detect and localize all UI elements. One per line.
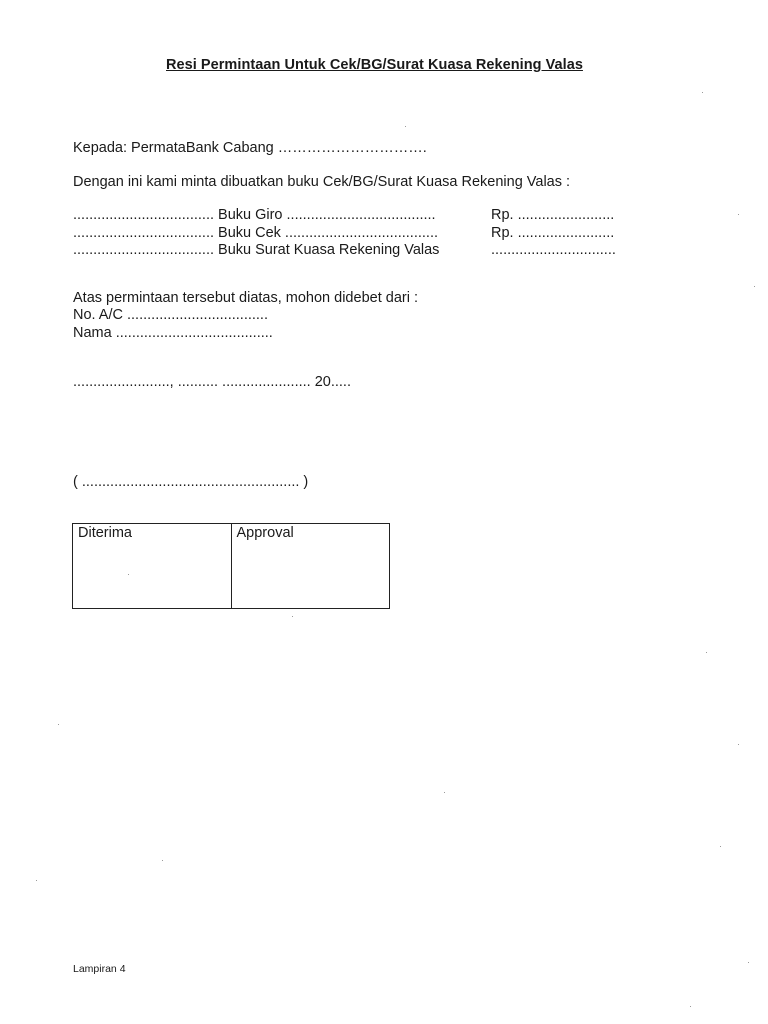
approval-cell (231, 524, 390, 608)
book-giro-amount: Rp. ........................ (491, 207, 615, 223)
scan-speck (58, 724, 59, 725)
place-date-line: ........................, .......... ...................... 20..... (73, 374, 351, 390)
scan-speck (292, 616, 293, 617)
book-giro-label: ................................... Buku Giro ..................................... (73, 207, 436, 223)
received-label: Diterima (78, 525, 132, 541)
name-line: Nama ....................................... (73, 325, 273, 341)
account-number-line: No. A/C ................................... (73, 307, 268, 323)
scan-speck (444, 792, 445, 793)
scan-speck (706, 652, 707, 653)
debit-instruction: Atas permintaan tersebut diatas, mohon didebet dari : (73, 290, 418, 306)
scan-speck (36, 880, 37, 881)
scan-speck (738, 214, 739, 215)
scan-speck (690, 1006, 691, 1007)
request-line: Dengan ini kami minta dibuatkan buku Cek/BG/Surat Kuasa Rekening Valas : (73, 174, 571, 190)
book-surat-kuasa-label: ................................... Buku Surat Kuasa Rekening Valas (73, 242, 440, 258)
scan-speck (162, 860, 163, 861)
signature-line: ( ...................................................... ) (73, 474, 309, 490)
book-cek-label: ................................... Buku Cek ...................................... (73, 225, 439, 241)
received-cell (73, 524, 231, 608)
approval-label: Approval (236, 525, 294, 541)
scan-speck (405, 126, 406, 127)
book-surat-kuasa-amount: ............................... (491, 242, 616, 258)
scan-speck (702, 92, 703, 93)
scan-speck (720, 846, 721, 847)
document-title: Resi Permintaan Untuk Cek/BG/Surat Kuasa Rekening Valas (166, 57, 583, 73)
attachment-label: Lampiran 4 (73, 963, 126, 975)
scan-speck (754, 286, 755, 287)
addressee-line: Kepada: PermataBank Cabang …………………………. (73, 140, 427, 156)
approval-box (72, 523, 390, 609)
scan-speck (738, 744, 739, 745)
scan-speck (128, 574, 129, 575)
scan-speck (748, 962, 749, 963)
book-cek-amount: Rp. ........................ (491, 225, 615, 241)
